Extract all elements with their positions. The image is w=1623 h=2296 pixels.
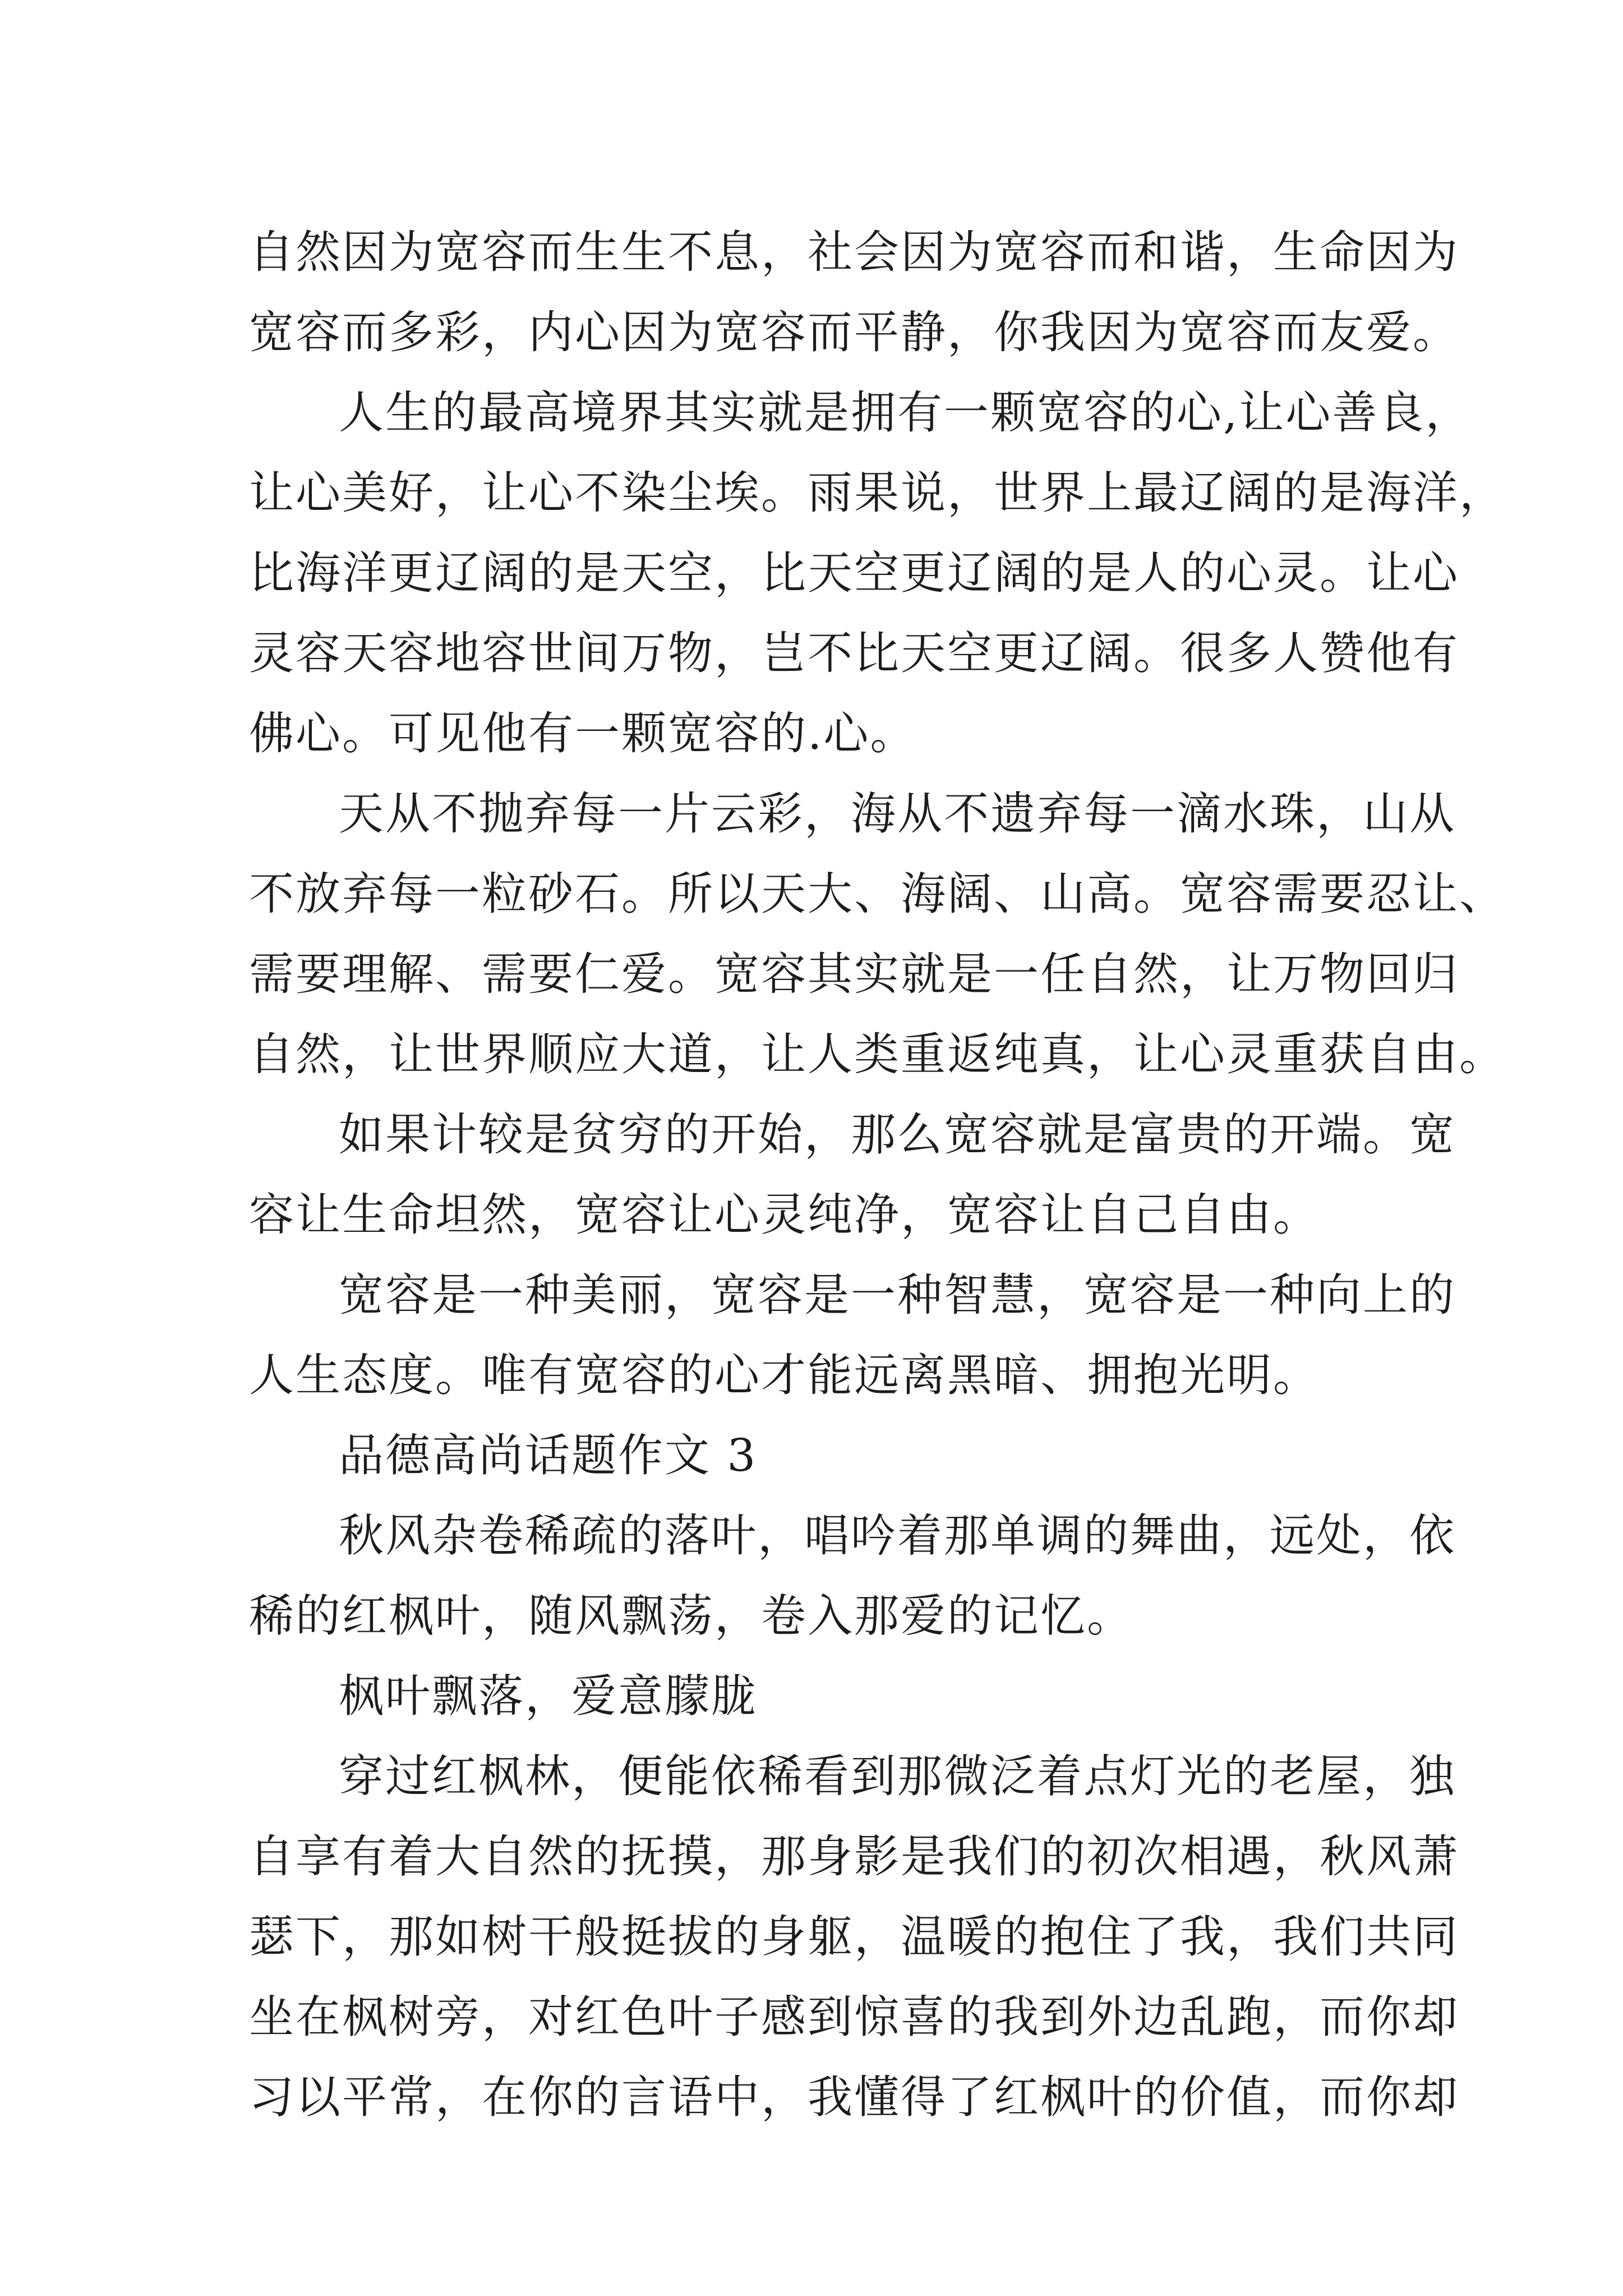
text-line: 瑟下，那如树干般挺拔的身躯，温暖的抱住了我，我们共同 bbox=[249, 1911, 1459, 1963]
text-line: 不放弃每一粒砂石。所以天大、海阔、山高。宽容需要忍让、 bbox=[249, 868, 1506, 920]
text-line: 秋风杂卷稀疏的落叶，唱吟着那单调的舞曲，远处，依 bbox=[339, 1510, 1456, 1562]
section-heading: 品德高尚话题作文 3 bbox=[339, 1429, 758, 1481]
text-line: 稀的红枫叶，随风飘荡，卷入那爱的记忆。 bbox=[249, 1590, 1133, 1642]
text-line: 需要理解、需要仁爱。宽容其实就是一任自然，让万物回归 bbox=[249, 948, 1459, 1000]
text-line: 人生态度。唯有宽容的心才能远离黑暗、拥抱光明。 bbox=[249, 1349, 1320, 1401]
text-line: 自享有着大自然的抚摸，那身影是我们的初次相遇，秋风萧 bbox=[249, 1830, 1459, 1883]
text-line: 自然，让世界顺应大道，让人类重返纯真，让心灵重获自由。 bbox=[249, 1028, 1506, 1080]
text-line: 人生的最高境界其实就是拥有一颗宽容的心,让心善良， bbox=[339, 386, 1472, 439]
document-body bbox=[249, 212, 1506, 2137]
text-line: 宽容是一种美丽，宽容是一种智慧，宽容是一种向上的 bbox=[339, 1269, 1456, 1321]
text-line: 佛心。可见他有一颗宽容的.心。 bbox=[249, 707, 917, 760]
text-line: 穿过红枫林，便能依稀看到那微泛着点灯光的老屋，独 bbox=[339, 1750, 1456, 1802]
text-line: 自然因为宽容而生生不息，社会因为宽容而和谐，生命因为 bbox=[249, 226, 1459, 278]
text-line: 如果计较是贫穷的开始，那么宽容就是富贵的开端。宽 bbox=[339, 1108, 1456, 1161]
text-line: 坐在枫树旁，对红色叶子感到惊喜的我到外边乱跑，而你却 bbox=[249, 1991, 1459, 2043]
text-line: 天从不抛弃每一片云彩，海从不遗弃每一滴水珠，山从 bbox=[339, 788, 1456, 840]
text-line: 宽容而多彩，内心因为宽容而平静，你我因为宽容而友爱。 bbox=[249, 306, 1459, 358]
text-line: 比海洋更辽阔的是天空，比天空更辽阔的是人的心灵。让心 bbox=[249, 547, 1459, 599]
subheading: 枫叶飘落，爱意朦胧 bbox=[339, 1670, 758, 1722]
text-line: 灵容天容地容世间万物，岂不比天空更辽阔。很多人赞他有 bbox=[249, 627, 1459, 679]
text-line: 让心美好，让心不染尘埃。雨果说，世界上最辽阔的是海洋， bbox=[249, 467, 1506, 519]
text-line: 习以平常，在你的言语中，我懂得了红枫叶的价值，而你却 bbox=[249, 2071, 1459, 2123]
text-line: 容让生命坦然，宽容让心灵纯净，宽容让自己自由。 bbox=[249, 1189, 1320, 1241]
